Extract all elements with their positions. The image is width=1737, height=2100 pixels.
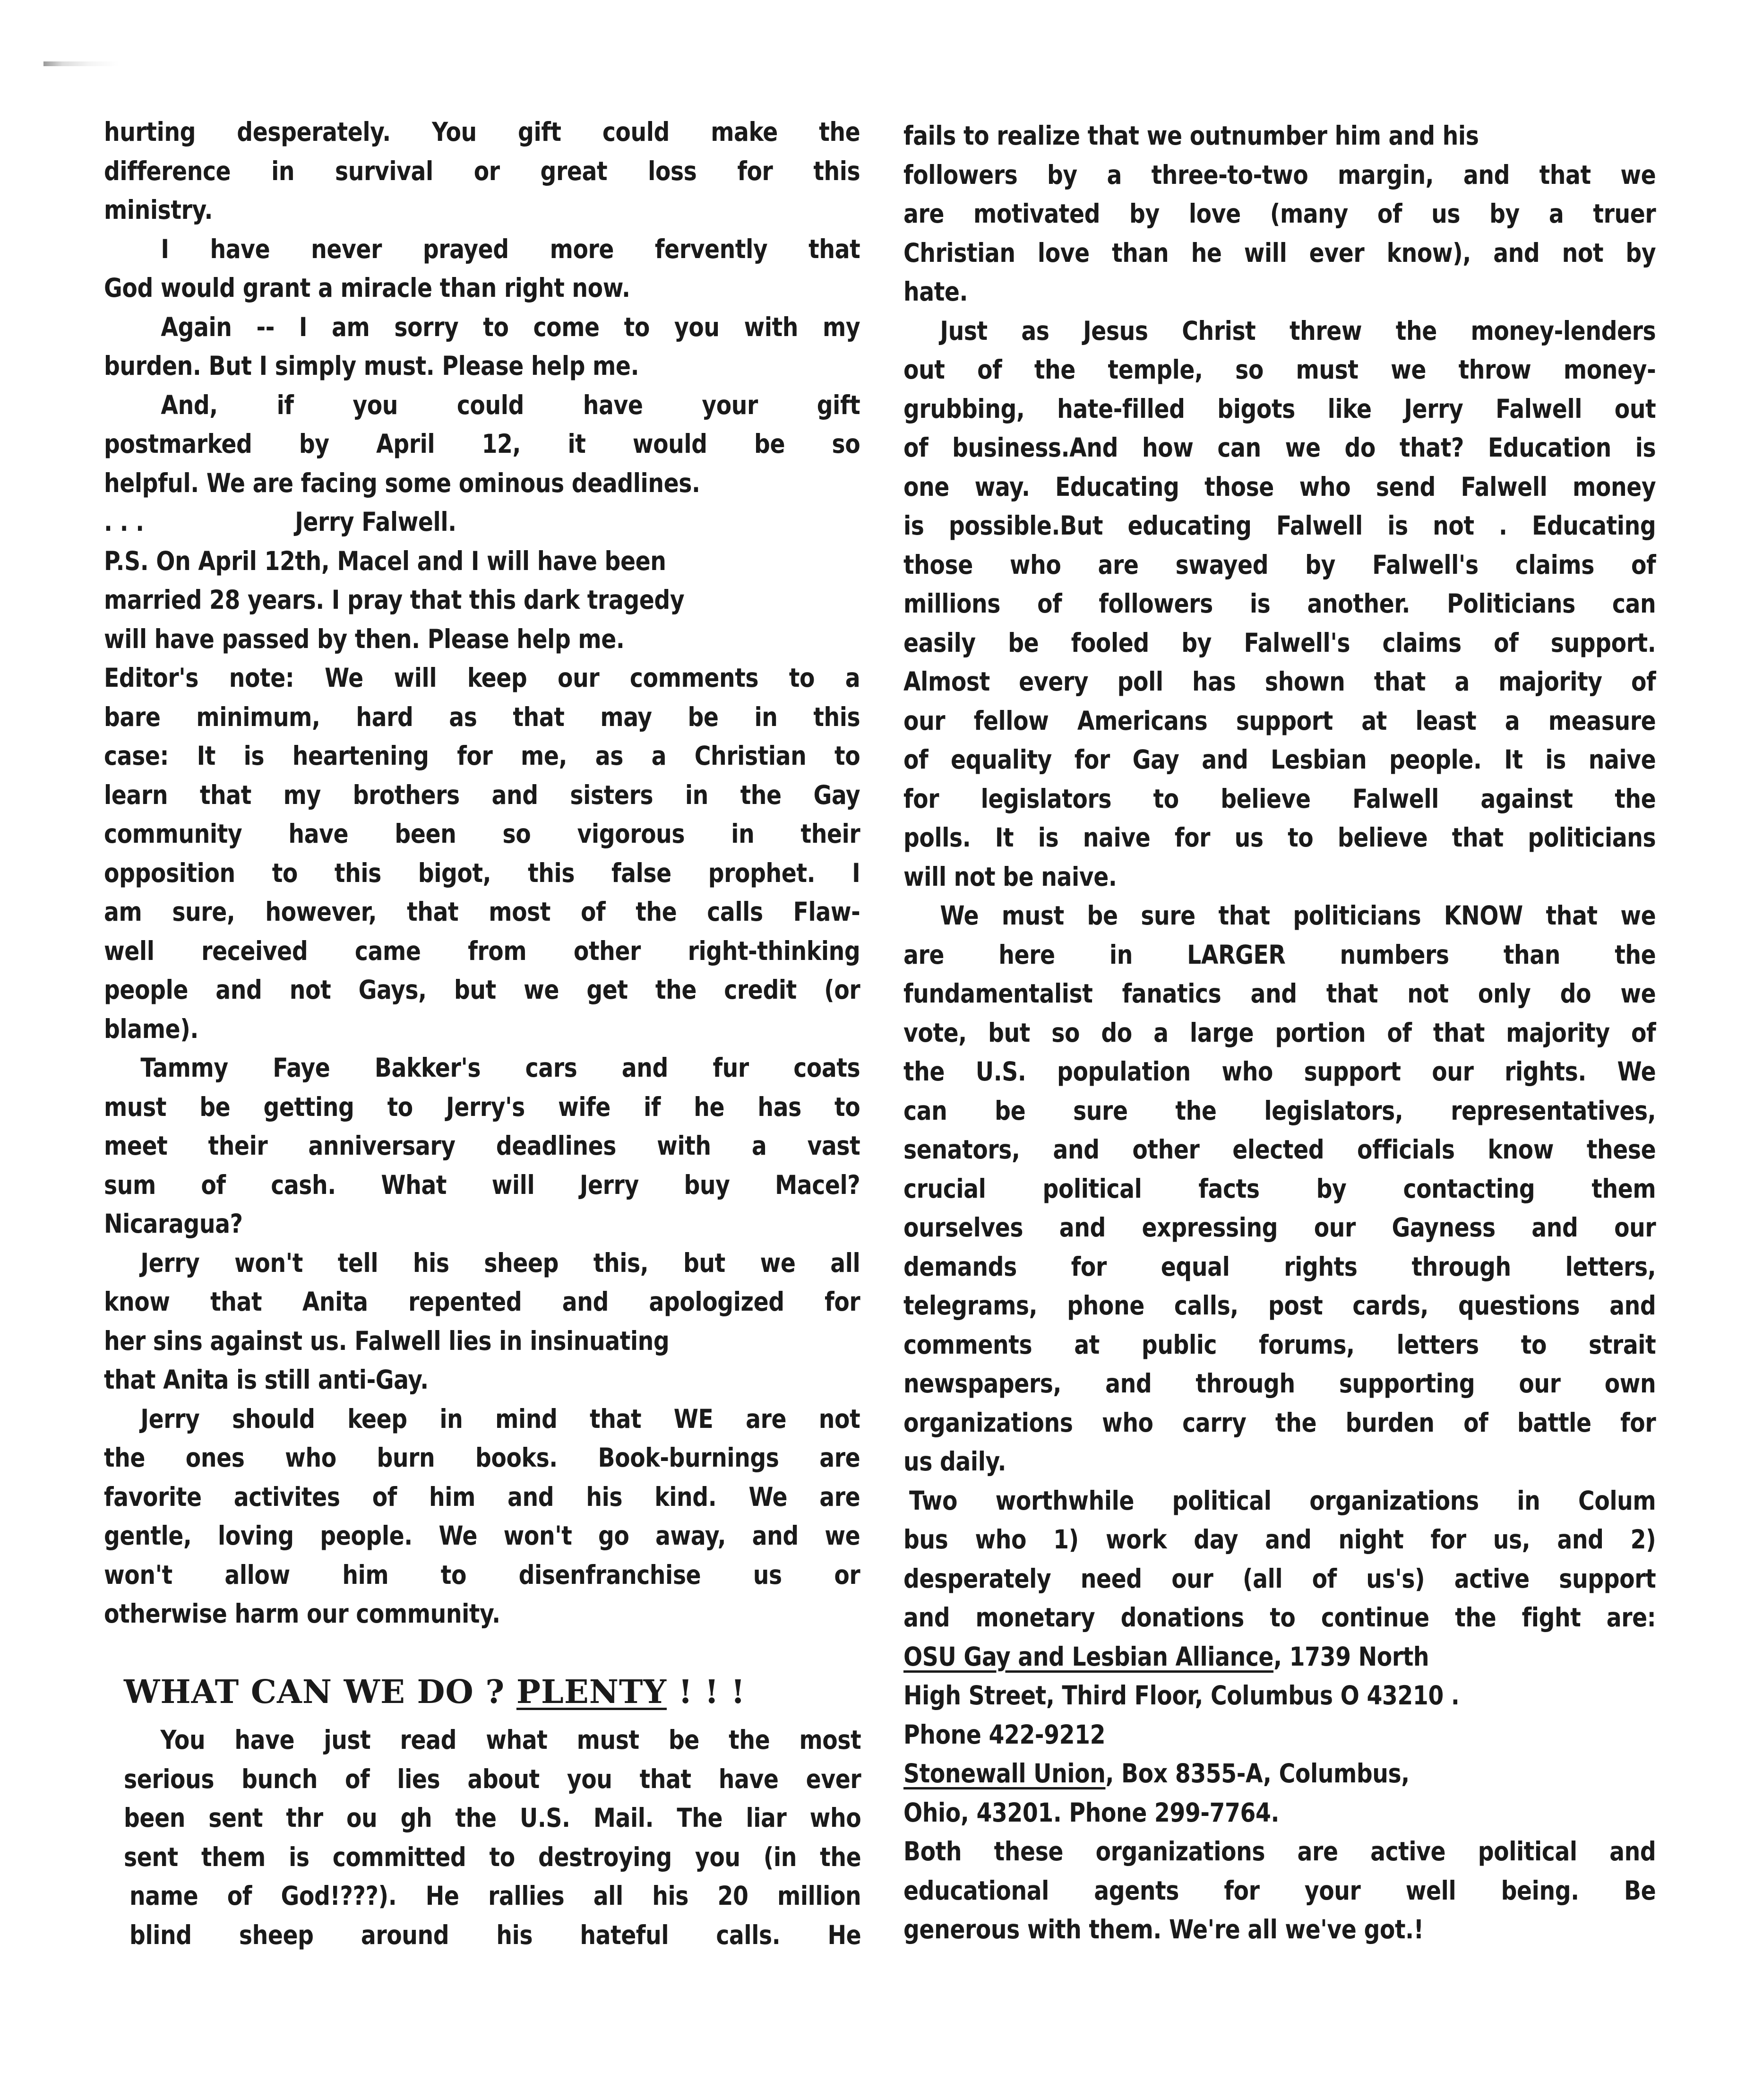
text-line: sent them is committed to destroying you (in the xyxy=(124,1841,861,1872)
text-line: senators, and other elected officials know these xyxy=(903,1134,1656,1165)
text-line: grubbing, hate-filled bigots like Jerry Falwell out xyxy=(903,393,1656,424)
text-line: am sure, however, that most of the calls Flaw- xyxy=(104,897,860,927)
org-osu-line xyxy=(903,1637,1656,1677)
text-line: Jerry won't tell his sheep this, but we all xyxy=(140,1247,860,1278)
text-line: and monetary donations to continue the fight are: xyxy=(903,1602,1656,1633)
org-stonewall-address-line: Ohio, 43201. Phone 299-7764. xyxy=(903,1797,1280,1828)
text-line: learn that my brothers and sisters in the Gay xyxy=(104,779,860,810)
text-line: our fellow Americans support at least a measure xyxy=(903,705,1656,736)
text-line: gentle, loving people. We won't go away, and we xyxy=(104,1521,860,1551)
text-line: followers by a three-to-two margin, and that we xyxy=(903,159,1656,190)
text-line: bus who 1) work day and night for us, and 2) xyxy=(903,1524,1656,1555)
org-stonewall-name: Stonewall Union xyxy=(903,1758,1106,1789)
text-line: is possible.But educating Falwell is not . Educating xyxy=(903,510,1656,541)
text-line: telegrams, phone calls, post cards, questions and xyxy=(903,1290,1656,1321)
text-line: serious bunch of lies about you that have ever xyxy=(124,1763,861,1794)
text-line: are motivated by love (many of us by a truer xyxy=(903,199,1656,229)
text-line: won't allow him to disenfranchise us or xyxy=(104,1559,860,1590)
text-line: are here in LARGER numbers than the xyxy=(903,939,1656,970)
text-line: Both these organizations are active political and xyxy=(903,1836,1656,1867)
text-line: comments at public forums, letters to strait xyxy=(903,1329,1656,1360)
text-line: will have passed by then. Please help me. xyxy=(104,623,625,654)
text-line: the U.S. population who support our rights. We xyxy=(903,1056,1656,1087)
text-line: You have just read what must be the most xyxy=(160,1725,861,1755)
text-line: well received came from other right-thinking xyxy=(104,935,860,966)
text-line: millions of followers is another. Politicians can xyxy=(903,588,1656,619)
text-line: meet their anniversary deadlines with a vast xyxy=(104,1131,860,1161)
text-line: fundamentalist fanatics and that not only do we xyxy=(903,978,1656,1009)
text-line: Almost every poll has shown that a majority of xyxy=(903,666,1656,697)
text-line: I have never prayed more fervently that xyxy=(161,233,860,264)
text-line: polls. It is naive for us to believe that politicians xyxy=(903,822,1656,853)
text-line: helpful. We are facing some ominous deadlines. xyxy=(104,467,700,498)
heading-prefix: WHAT CAN WE DO ? xyxy=(124,1673,516,1711)
org-osu-address-line: High Street, Third Floor, Columbus O 43210 . xyxy=(903,1680,1460,1711)
text-line: her sins against us. Falwell lies in insinuating xyxy=(104,1325,670,1356)
text-line: God would grant a miracle than right now. xyxy=(104,273,630,303)
text-line: Tammy Faye Bakker's cars and fur coats xyxy=(140,1053,860,1083)
text-line: out of the temple, so must we throw money- xyxy=(903,354,1656,385)
text-line: easily be fooled by Falwell's claims of support. xyxy=(903,627,1656,658)
text-line: can be sure the legislators, representatives, xyxy=(903,1095,1656,1126)
org-osu-address: , 1739 North xyxy=(1273,1641,1429,1672)
text-line: must be getting to Jerry's wife if he has to xyxy=(104,1091,860,1122)
text-line: sum of cash. What will Jerry buy Macel? xyxy=(104,1169,860,1200)
text-line: P.S. On April 12th, Macel and I will have been xyxy=(104,545,666,576)
text-line: of equality for Gay and Lesbian people. It is naive xyxy=(903,744,1656,775)
editors-note-line: Editor's note: We will keep our comments to a xyxy=(104,663,860,693)
text-line: bare minimum, hard as that may be in this xyxy=(104,701,860,732)
org-stonewall-line xyxy=(903,1754,1656,1793)
text-line: burden. But I simply must. Please help me. xyxy=(104,351,639,381)
text-line: educational agents for your well being. Be xyxy=(903,1875,1656,1906)
text-line: ministry. xyxy=(104,195,213,225)
text-line: people and not Gays, but we get the credit (or xyxy=(104,975,860,1005)
text-line: postmarked by April 12, it would be so xyxy=(104,429,860,459)
text-line: hurting desperately. You gift could make the xyxy=(104,117,860,147)
text-line: difference in survival or great loss for this xyxy=(104,156,860,186)
text-line: ourselves and expressing our Gayness and our xyxy=(903,1212,1656,1243)
text-line: Again -- I am sorry to come to you with my xyxy=(161,311,860,342)
text-line: Two worthwhile political organizations in Colum xyxy=(909,1485,1656,1516)
text-line: Christian love than he will ever know), and not by xyxy=(903,237,1656,268)
text-line: And, if you could have your gift xyxy=(161,389,860,420)
text-line: organizations who carry the burden of battle for xyxy=(903,1407,1656,1438)
text-line: vote, but so do a large portion of that majority of xyxy=(903,1017,1656,1048)
org-osu-phone: Phone 422-9212 xyxy=(903,1719,1106,1750)
text-line: know that Anita repented and apologized for xyxy=(104,1287,860,1317)
org-stonewall-address: , Box 8355-A, Columbus, xyxy=(1105,1758,1410,1789)
left-column xyxy=(104,112,860,1633)
text-line: favorite activites of him and his kind. We are xyxy=(104,1481,860,1512)
text-line: those who are swayed by Falwell's claims of xyxy=(903,549,1656,580)
text-line: the ones who burn books. Book-burnings are xyxy=(104,1443,860,1473)
section-heading xyxy=(124,1668,746,1716)
text-line: otherwise harm our community. xyxy=(104,1599,500,1629)
text-line: hate. xyxy=(903,277,968,307)
text-line: case: It is heartening for me, as a Christian to xyxy=(104,741,860,771)
text-line: Just as Jesus Christ threw the money-lenders xyxy=(940,315,1656,346)
text-line: crucial political facts by contacting them xyxy=(903,1173,1656,1204)
text-line: one way. Educating those who send Falwell money xyxy=(903,471,1656,502)
text-line: Jerry should keep in mind that WE are not xyxy=(140,1403,860,1434)
heading-emphasis: PLENTY xyxy=(516,1673,667,1711)
text-line: name of God!???). He rallies all his 20 million xyxy=(129,1881,861,1911)
text-line: will not be naive. xyxy=(903,861,1117,892)
signature-dots: . . . xyxy=(104,507,144,537)
scan-artifact xyxy=(43,61,119,66)
text-line: fails to realize that we outnumber him and his xyxy=(903,121,1479,151)
heading-suffix: ! ! ! xyxy=(667,1673,746,1711)
text-line: blind sheep around his hateful calls. He xyxy=(129,1919,861,1950)
text-line: of business.And how can we do that? Education is xyxy=(903,432,1656,463)
text-line: community have been so vigorous in their xyxy=(104,819,860,849)
text-line: Nicaragua? xyxy=(104,1209,243,1239)
text-line: generous with them. We're all we've got.! xyxy=(903,1914,1424,1944)
left-column-lower xyxy=(124,1720,861,1954)
text-line: married 28 years. I pray that this dark tragedy xyxy=(104,585,685,615)
signature-name: Jerry Falwell. xyxy=(295,507,456,537)
right-column xyxy=(903,116,1656,1949)
text-line: blame). xyxy=(104,1013,198,1044)
signature-line xyxy=(104,502,860,542)
text-line: for legislators to believe Falwell against the xyxy=(903,783,1656,814)
text-line: We must be sure that politicians KNOW that we xyxy=(940,900,1656,931)
org-osu-name: OSU Gay and Lesbian Alliance xyxy=(903,1641,1274,1672)
text-line: desperately need our (all of us's) active support xyxy=(903,1563,1656,1594)
text-line: been sent thr ou gh the U.S. Mail. The liar who xyxy=(124,1803,861,1833)
text-line: newspapers, and through supporting our own xyxy=(903,1368,1656,1399)
text-line: demands for equal rights through letters, xyxy=(903,1251,1656,1282)
text-line: opposition to this bigot, this false prophet. I xyxy=(104,857,860,888)
text-line: that Anita is still anti-Gay. xyxy=(104,1365,429,1395)
text-line: us daily. xyxy=(903,1446,1006,1477)
